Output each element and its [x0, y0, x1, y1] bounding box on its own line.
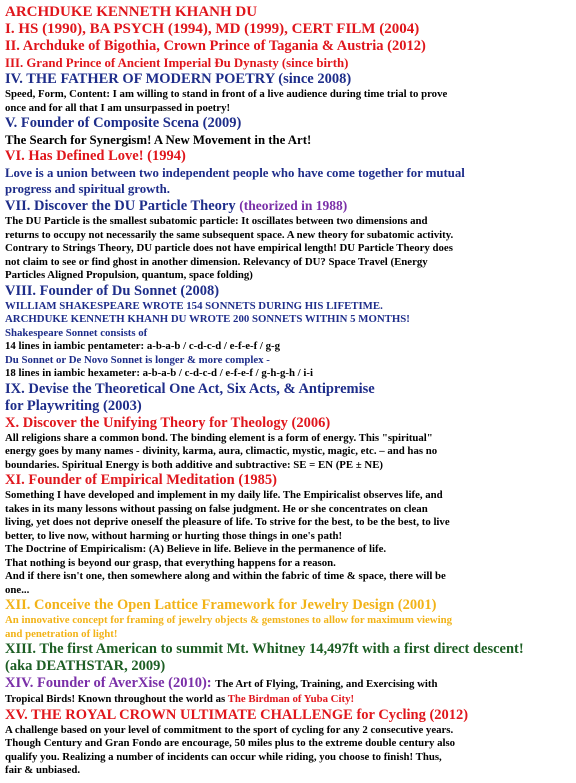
section-vii-heading: VII. Discover the DU Particle Theory [5, 198, 236, 214]
section-iii-heading: III. Grand Prince of Ancient Imperial Đu Dynasty (since birth) [5, 56, 349, 70]
section-viii-body-5: Du Sonnet or De Novo Sonnet is longer & more complex - [5, 353, 270, 366]
section-iv-heading: IV. THE FATHER OF MODERN POETRY (since 2008) [5, 71, 352, 87]
section-xiii-heading-1: XIII. The first American to summit Mt. Whitney 14,497ft with a first direct descent! [5, 641, 524, 657]
section-xv-body-3: qualify you. Realizing a number of incidents can occur while riding, you choose to finish! Thus, [5, 750, 442, 763]
section-vii-body-1: The DU Particle is the smallest subatomic particle: It oscillates between two dimensions and [5, 215, 428, 227]
section-i-heading: I. HS (1990), BA PSYCH (1994), MD (1999), CERT FILM (2004) [5, 21, 420, 37]
section-vi-heading: VI. Has Defined Love! (1994) [5, 148, 186, 164]
section-viii-body-1: WILLIAM SHAKESPEARE WROTE 154 SONNETS DURING HIS LIFETIME. [5, 299, 383, 312]
section-viii-body-6: 18 lines in iambic hexameter: a-b-a-b / c-d-c-d / e-f-e-f / g-h-g-h / i-i [5, 367, 313, 379]
document-title: ARCHDUKE KENNETH KHANH DU [5, 4, 258, 20]
section-xi-body-1: Something I have developed and implement in my daily life. The Empiricalist observes life, and [5, 489, 443, 501]
section-xiv-heading-row [5, 675, 571, 693]
section-xiv-body: Tropical Birds! Known throughout the world as [5, 693, 226, 705]
section-viii-body-2: ARCHDUKE KENNETH KHANH DU WROTE 200 SONNETS WITHIN 5 MONTHS! [5, 313, 410, 325]
section-iv-body-1: Speed, Form, Content: I am willing to stand in front of a live audience during time trial to prove [5, 88, 448, 100]
section-ix-heading-1: IX. Devise the Theoretical One Act, Six Acts, & Antipremise [5, 380, 375, 397]
section-viii-heading: VIII. Founder of Du Sonnet (2008) [5, 282, 220, 299]
section-xv-heading: XV. THE ROYAL CROWN ULTIMATE CHALLENGE for Cycling (2012) [5, 706, 469, 723]
section-xi-body-3: living, yet does not deprive oneself the pleasure of life. To strive for the best, to be the best, to live [5, 516, 450, 528]
section-iv-body-2: once and for all that I am unsurpassed in poetry! [5, 101, 231, 114]
section-vii-body-2: returns to occupy not necessarily the same subsequent space. A new theory for subatomic activity. [5, 228, 454, 241]
section-ii-heading: II. Archduke of Bigothia, Crown Prince of Tagania & Austria (2012) [5, 38, 426, 54]
section-xi-body-7: And if there isn't one, then somewhere along and within the fabric of time & space, there will be [5, 570, 446, 582]
section-vii-body-5: Particles Aligned Propulsion, quantum, space folding) [5, 269, 253, 281]
section-xii-body-2: and penetration of light! [5, 627, 118, 640]
section-xiv-birdman: The Birdman of Yuba City! [227, 693, 355, 705]
section-ix-heading-2: for Playwriting (2003) [5, 397, 142, 414]
section-xiv-heading-note: The Art of Flying, Training, and Exercising with [215, 678, 438, 690]
section-xv-body-2: Though Century and Gran Fondo are encourage, 50 miles plus to the extreme double century also [5, 737, 456, 749]
section-x-body-2: energy goes by many names - divinity, karma, aura, climactic, mystic, magic, etc. – and has no [5, 445, 438, 457]
section-xi-body-6: That nothing is beyond our grasp, that everything happens for a reason. [5, 556, 336, 569]
section-xv-body-4: fair & unbiased. [5, 764, 81, 776]
section-x-body-1: All religions share a common bond. The binding element is a form of energy. This "spiritual" [5, 431, 433, 444]
section-xiv-heading: XIV. Founder of AverXise (2010): [5, 675, 212, 691]
section-vii-body-3: Contrary to Strings Theory, DU particle does not have empirical length! DU Particle Theory does [5, 242, 453, 254]
section-xi-body-8: one... [5, 583, 30, 596]
section-xii-body-1: An innovative concept for framing of jewelry objects & gemstones to allow for maximum viewing [5, 614, 453, 626]
section-x-heading: X. Discover the Unifying Theory for Theology (2006) [5, 414, 331, 431]
section-v-heading: V. Founder of Composite Scena (2009) [5, 115, 242, 131]
section-xiv-body-row [5, 693, 571, 707]
section-vi-body-2: progress and spiritual growth. [5, 182, 170, 196]
section-v-body: The Search for Synergism! A New Movement in the Art! [5, 133, 312, 147]
section-vii-heading-note: (theorized in 1988) [239, 198, 348, 213]
section-xi-body-2: takes in its many lessons without passing on false judgment. He or she concentrates on clean [5, 502, 428, 515]
section-xiii-heading-2: (aka DEATHSTAR, 2009) [5, 658, 166, 674]
section-xv-body-1: A challenge based on your level of commitment to the sport of cycling for any 2 consecutive years. [5, 723, 454, 736]
section-vii-heading-row [5, 197, 571, 215]
section-viii-body-3: Shakespeare Sonnet consists of [5, 326, 148, 339]
section-x-body-3: boundaries. Spiritual Energy is both additive and subtractive: SE = EN (PE ± NE) [5, 458, 384, 471]
section-xii-heading: XII. Conceive the Open Lattice Framework for Jewelry Design (2001) [5, 597, 437, 613]
section-vii-body-4: not claim to see or find ghost in another dimension. Relevancy of DU? Space Travel (Energy [5, 255, 428, 268]
section-xi-body-4: better, to live now, without harming or hurting those things in one's path! [5, 529, 343, 542]
section-xi-heading: XI. Founder of Empirical Meditation (1985) [5, 472, 277, 488]
section-vi-body-1: Love is a union between two independent people who have come together for mutual [5, 166, 465, 180]
section-viii-body-4: 14 lines in iambic pentameter: a-b-a-b / c-d-c-d / e-f-e-f / g-g [5, 340, 280, 352]
section-xi-body-5: The Doctrine of Empiricalism: (A) Believe in life. Believe in the permanence of life. [5, 543, 387, 555]
